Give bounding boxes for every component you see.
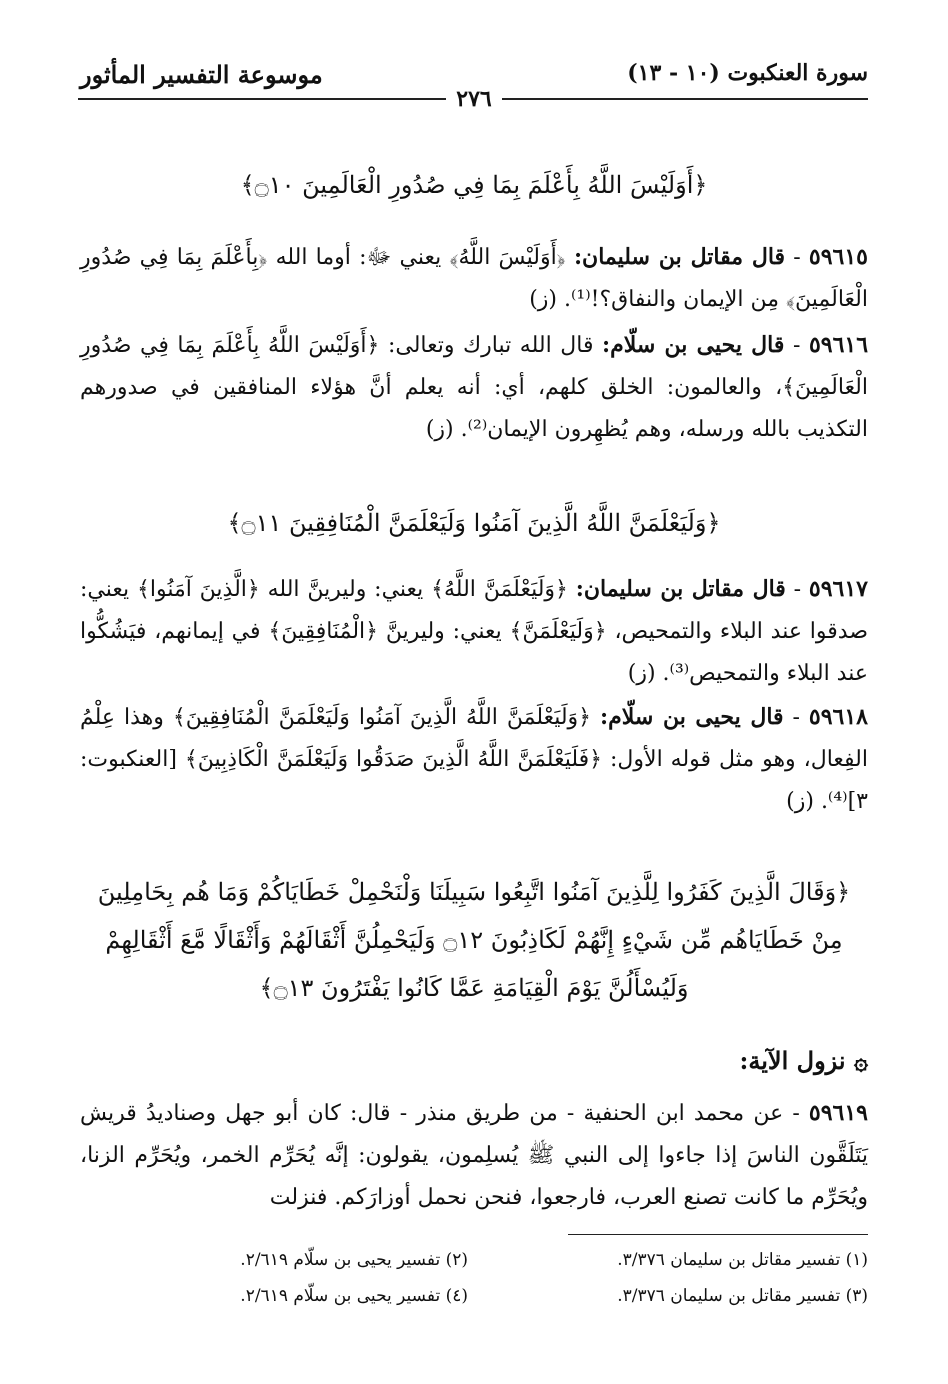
narration-number: ٥٩٦١٩ (808, 1100, 868, 1126)
narration-number: ٥٩٦١٦ (808, 332, 869, 358)
narration-59615 (80, 236, 868, 321)
book-header-title: موسوعة التفسير المأثور (80, 60, 323, 89)
narration-number: ٥٩٦١٥ (808, 244, 868, 270)
verse-10: ﴿أَوَلَيْسَ اللَّهُ بِأَعْلَمَ بِمَا فِي صُدُورِ الْعَالَمِينَ ۝١٠﴾ (240, 171, 708, 199)
narrator-name: قال مقاتل بن سليمان: (573, 244, 786, 270)
narration-text: ﴿وَلَيَعْلَمَنَّ اللَّهُ الَّذِينَ آمَنُوا وَلَيَعْلَمَنَّ الْمُنَافِقِينَ﴾ وهذا عِلْمُ الفِعال، وهو مثل قوله الأول: ﴿فَلَيَعْلَمَنَّ اللَّهُ الَّذِينَ صَدَقُوا وَلَيَعْلَمَنَّ الْكَاذِبِينَ﴾ [العنكبوت: ٣]⁽⁴⁾. (ز) (80, 705, 868, 814)
narration-number: ٥٩٦١٨ (808, 704, 868, 730)
narration-59616 (80, 324, 868, 451)
section-heading: ۞ نزول الآية: (739, 1046, 868, 1075)
narration-text: قال الله تبارك وتعالى: ﴿أَوَلَيْسَ اللَّهُ بِأَعْلَمَ بِمَا فِي صُدُورِ الْعَالَمِينَ﴾، والعالمون: الخلق كلهم، أي: أنه يعلم أنَّ هؤلاء المنافقين في صدورهم التكذيب بالله ورسله، وهم يُظهِرون الإيمان⁽²⁾. (ز) (80, 333, 868, 442)
narrator-name: قال مقاتل بن سليمان: (575, 576, 786, 602)
narrator-name: قال يحيى بن سلّام: (602, 332, 785, 358)
narration-text: - عن محمد ابن الحنفية - من طريق منذر - قال: كان أبو جهل وصناديدُ قريش يَتَلَقَّون الناسَ إذا جاءوا إلى النبي ﷺ يُسلِمون، يقولون: إنَّه يُحَرِّم الخمر، ويُحَرِّم الزنا، ويُحَرِّم ما كانت تصنع العرب، فارجعوا، فنحن نحمل أوزارَكم. فنزلت (80, 1101, 868, 1210)
narrator-name: قال يحيى بن سلّام: (600, 704, 784, 730)
narration-number: ٥٩٦١٧ (808, 576, 868, 602)
page-number: ٢٧٦ (446, 86, 501, 112)
footnote-2: (٢) تفسير يحيى بن سلّام ٢/٦١٩. (240, 1250, 468, 1270)
narration-text: ﴿وَلَيَعْلَمَنَّ اللَّهُ﴾ يعني: وليرينَّ الله ﴿الَّذِينَ آمَنُوا﴾ يعني: صدقوا عند البلاء والتمحيص، ﴿وَلَيَعْلَمَنَّ﴾ يعني: وليرينَّ ﴿الْمُنَافِقِينَ﴾ في إيمانهم، فيَشُكُّوا عند البلاء والتمحيص⁽³⁾. (ز) (80, 577, 868, 686)
surah-header-title: سورة العنكبوت (١٠ - ١٣) (627, 60, 868, 86)
footnote-1: (١) تفسير مقاتل بن سليمان ٣/٣٧٦. (617, 1250, 868, 1270)
verse-11: ﴿وَلَيَعْلَمَنَّ اللَّهُ الَّذِينَ آمَنُوا وَلَيَعْلَمَنَّ الْمُنَافِقِينَ ۝١١﴾ (227, 509, 721, 537)
dash: - (792, 705, 800, 730)
footnote-4: (٤) تفسير يحيى بن سلّام ٢/٦١٩. (240, 1286, 468, 1306)
footnote-3: (٣) تفسير مقاتل بن سليمان ٣/٣٧٦. (617, 1286, 868, 1306)
narration-59617 (80, 568, 868, 695)
dash: - (793, 577, 802, 602)
verses-12-13: ﴿وَقَالَ الَّذِينَ كَفَرُوا لِلَّذِينَ آمَنُوا اتَّبِعُوا سَبِيلَنَا وَلْنَحْمِلْ خَطَايَاكُمْ وَمَا هُم بِحَامِلِينَ مِنْ خَطَايَاهُم مِّن شَيْءٍ إِنَّهُمْ لَكَاذِبُونَ ۝١٢ وَلَيَحْمِلُنَّ أَثْقَالَهُمْ وَأَثْقَالًا مَّعَ أَثْقَالِهِمْ وَلَيُسْأَلُنَّ يَوْمَ الْقِيَامَةِ عَمَّا كَانُوا يَفْتَرُونَ ۝١٣﴾ (97, 878, 851, 1002)
narration-59619 (80, 1092, 868, 1219)
page-number-wrap (0, 86, 948, 112)
footnote-divider (568, 1234, 868, 1235)
dash: - (793, 245, 801, 270)
dash: - (792, 333, 801, 358)
narration-59618 (80, 696, 868, 823)
narration-text: ﴿أَوَلَيْسَ اللَّهُ﴾ يعني ﷻ: أوما الله ﴿بِأَعْلَمَ بِمَا فِي صُدُورِ الْعَالَمِينَ﴾ مِن الإيمان والنفاق؟!⁽¹⁾. (ز) (80, 245, 868, 312)
